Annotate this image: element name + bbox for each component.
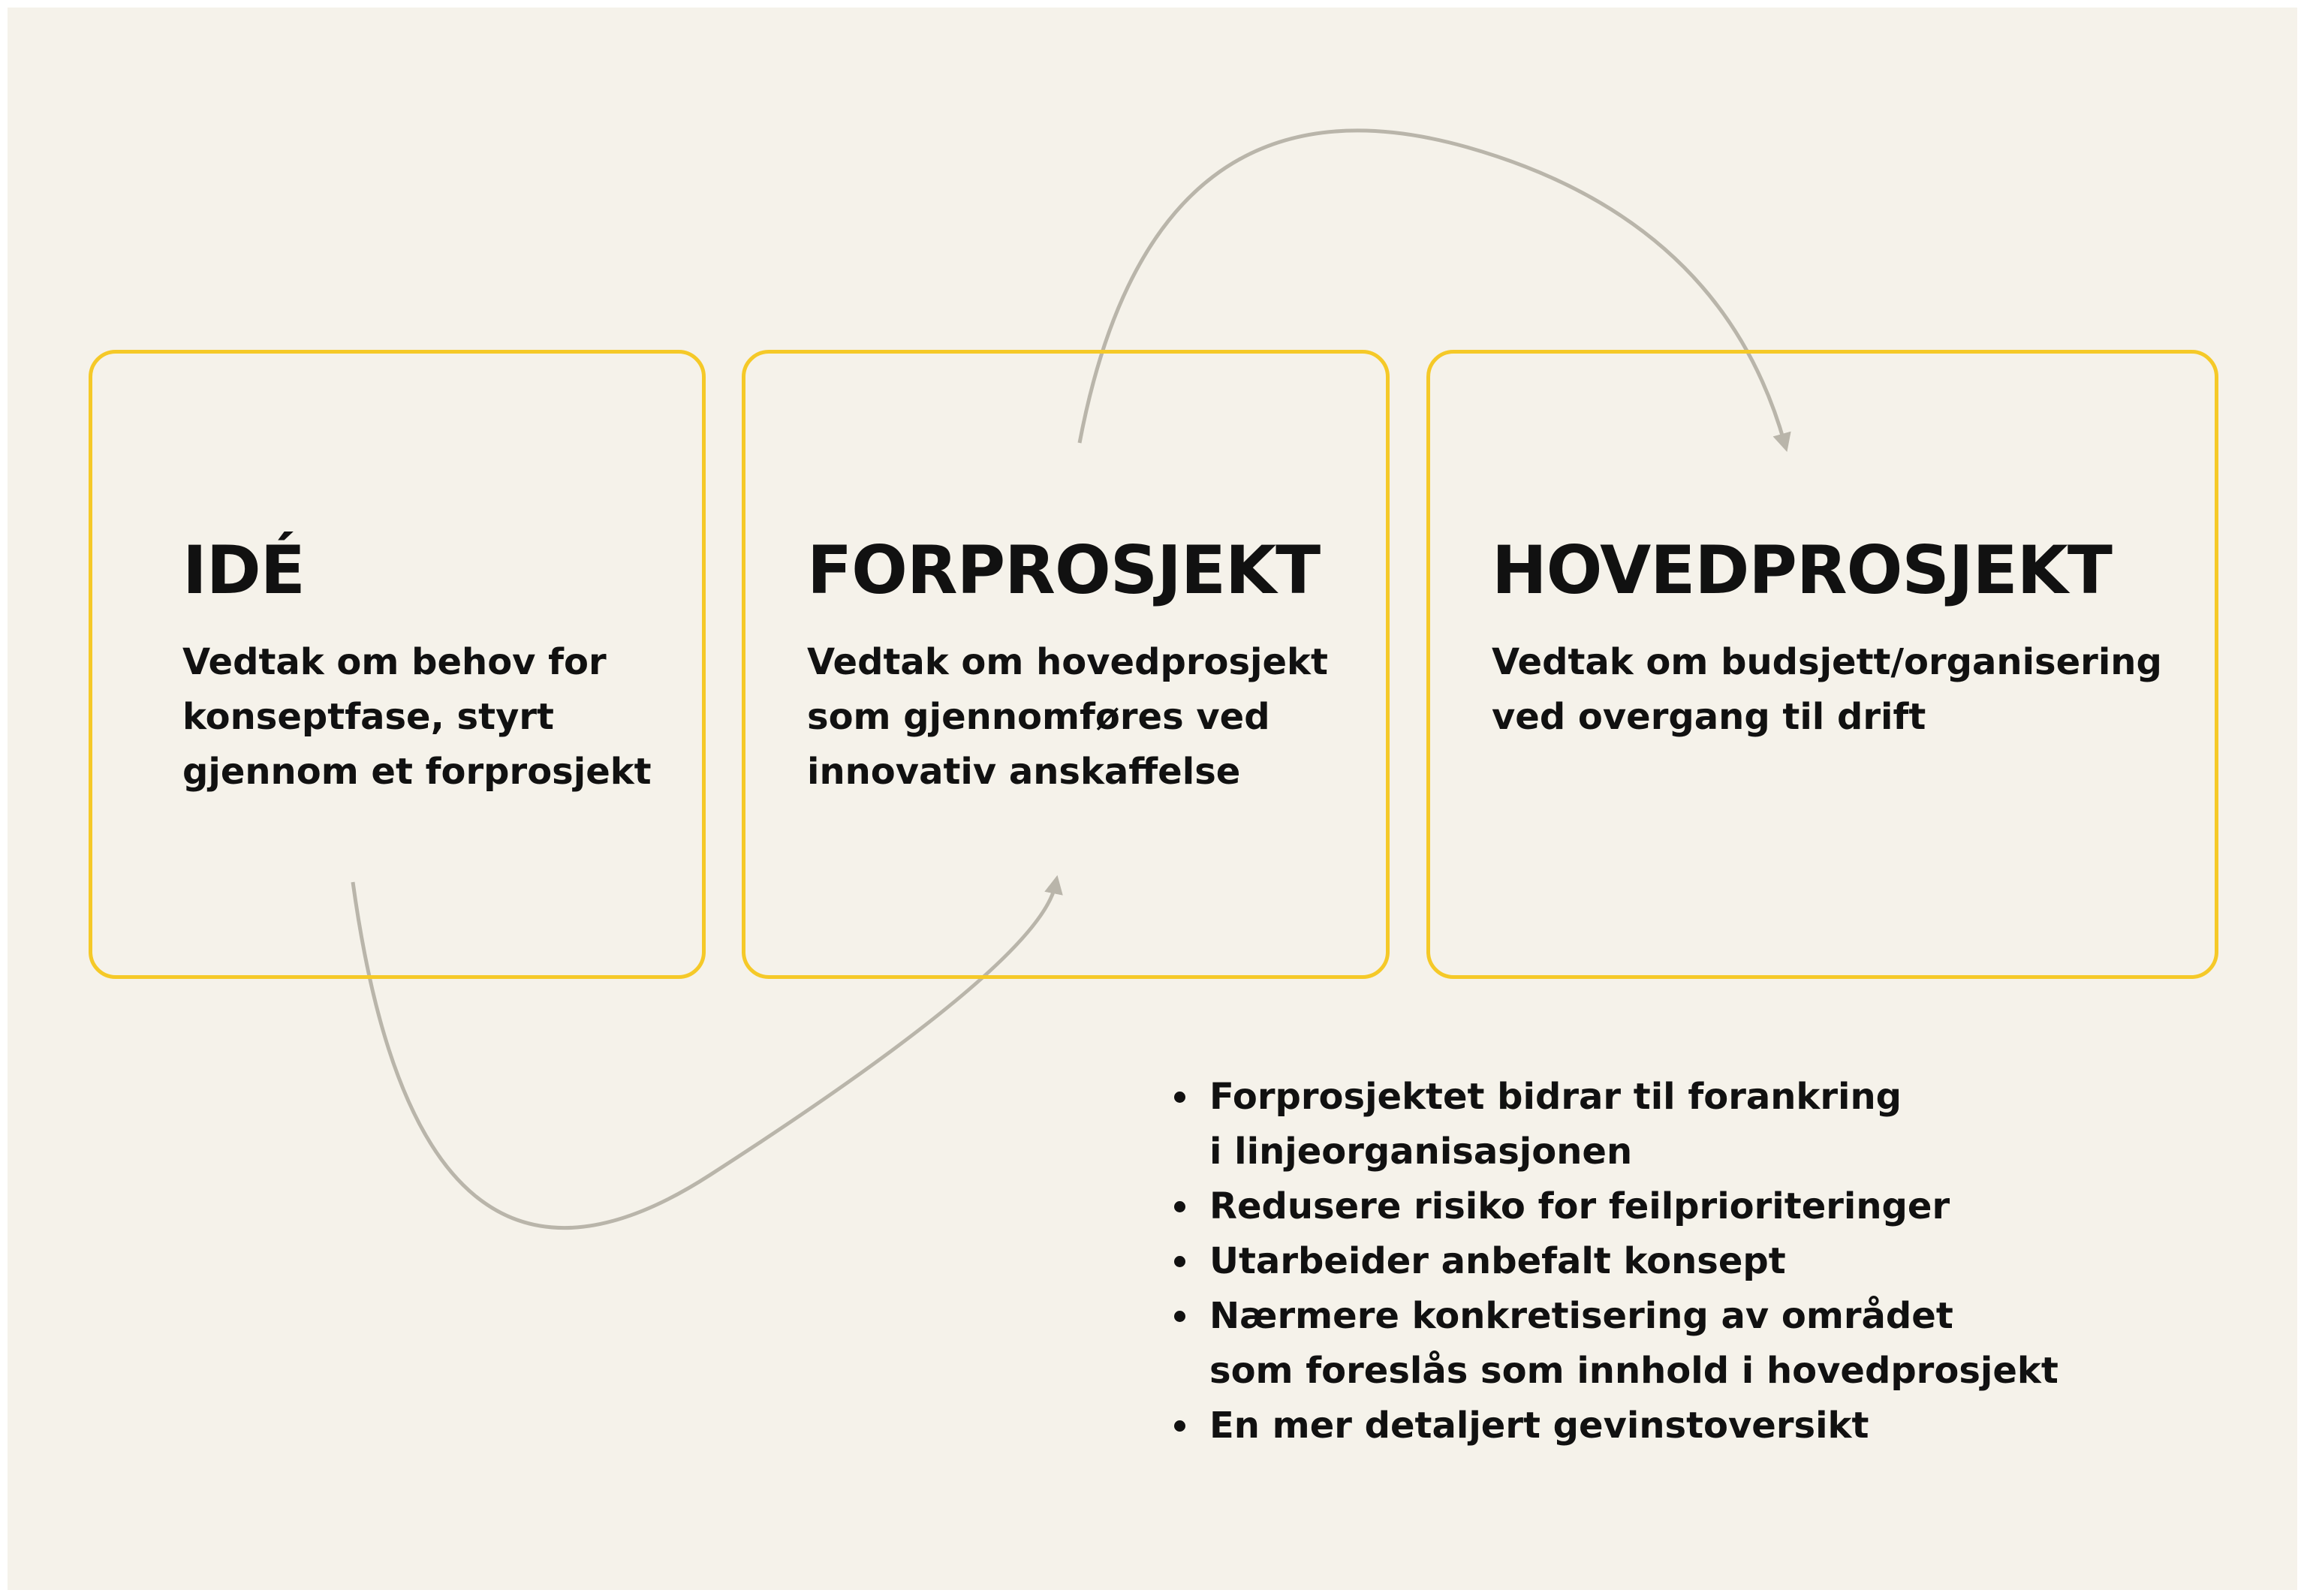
phase-desc-hovedprosjekt: [1492, 635, 2162, 745]
list-item: [1168, 1179, 2059, 1234]
phase-box-forprosjekt: [742, 350, 1390, 979]
phase-title-ide: IDÉ: [182, 531, 305, 609]
list-item-line: En mer detaljert gevinstoversikt: [1209, 1405, 1869, 1447]
list-item-line: i linjeorganisasjonen: [1209, 1131, 1633, 1173]
list-item-line: Redusere risiko for feilprioriteringer: [1209, 1185, 1950, 1227]
phase-title-hovedprosjekt: HOVEDPROSJEKT: [1492, 531, 2112, 609]
phase-box-hovedprosjekt: [1426, 350, 2218, 979]
list-item-line: som foreslås som innhold i hovedprosjekt: [1209, 1350, 2059, 1392]
phase-title-forprosjekt: FORPROSJEKT: [807, 531, 1321, 609]
desc-line: gjennom et forprosjekt: [182, 751, 652, 793]
desc-line: som gjennomføres ved: [807, 696, 1270, 738]
desc-line: Vedtak om behov for: [182, 641, 607, 683]
desc-line: ved overgang til drift: [1492, 696, 1926, 738]
desc-line: Vedtak om hovedprosjekt: [807, 641, 1328, 683]
desc-line: konseptfase, styrt: [182, 696, 554, 738]
list-item: [1168, 1070, 2059, 1179]
list-item-line: Forprosjektet bidrar til forankring: [1209, 1076, 1902, 1118]
diagram-canvas: [8, 8, 2297, 1590]
list-item-line: Nærmere konkretisering av området: [1209, 1295, 1953, 1337]
benefits-list: [1168, 1070, 2059, 1453]
list-item: [1168, 1289, 2059, 1399]
list-item: [1168, 1234, 2059, 1289]
list-item: [1168, 1399, 2059, 1453]
desc-line: Vedtak om budsjett/organisering: [1492, 641, 2162, 683]
phase-desc-ide: [182, 635, 652, 800]
phase-desc-forprosjekt: [807, 635, 1328, 800]
list-item-line: Utarbeider anbefalt konsept: [1209, 1240, 1786, 1282]
desc-line: innovativ anskaffelse: [807, 751, 1241, 793]
phase-box-ide: [89, 350, 706, 979]
